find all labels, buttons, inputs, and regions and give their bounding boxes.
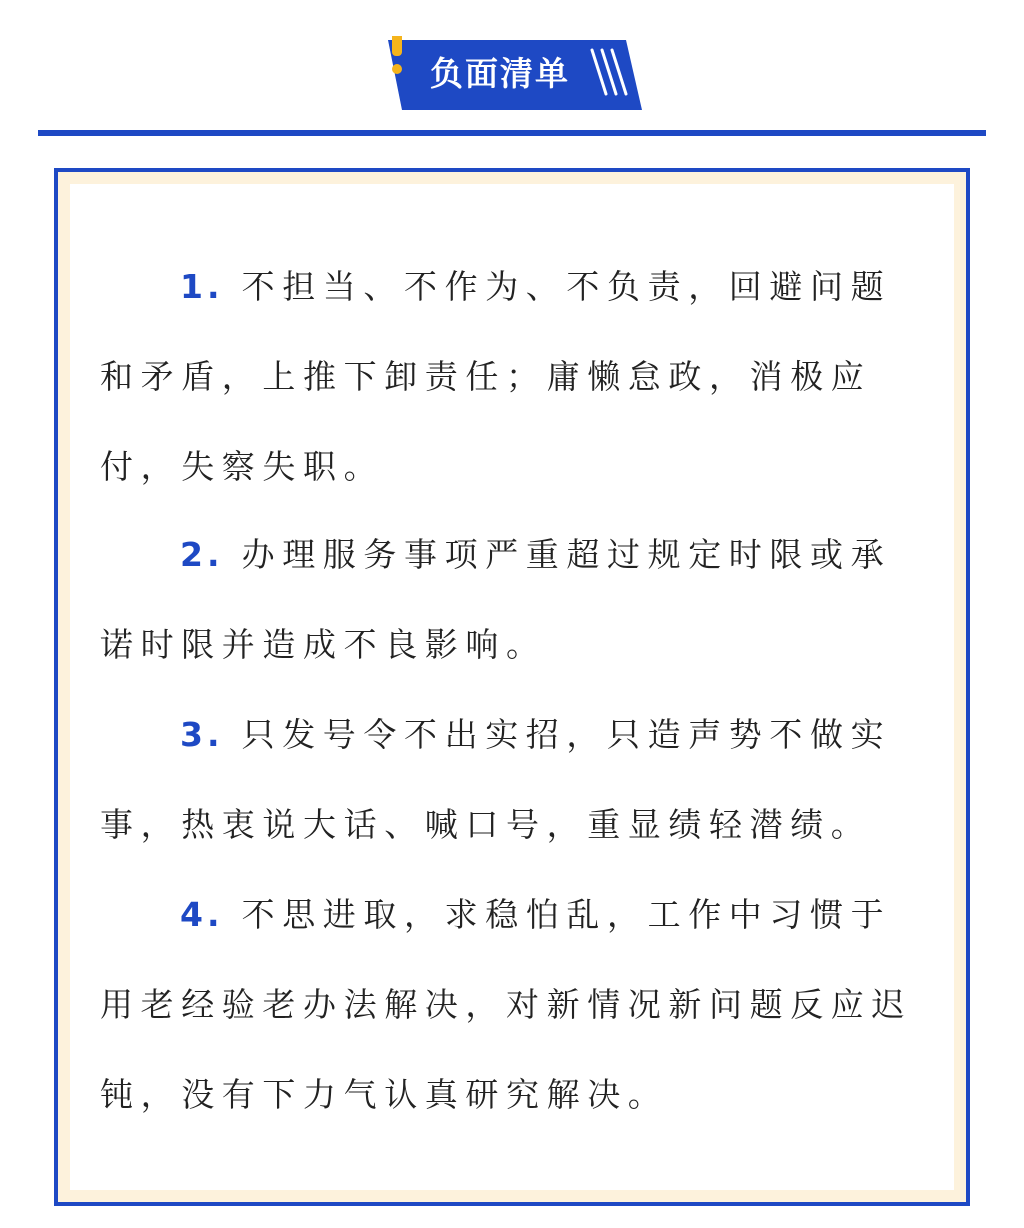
list-item — [100, 870, 922, 1140]
header-banner — [380, 36, 650, 112]
list-item-number: 1. — [180, 267, 224, 306]
list-item-text: 不担当、不作为、不负责，回避问题和矛盾，上推下卸责任；庸懒怠政，消极应付，失察失职。 — [100, 267, 892, 486]
page-title: 负面清单 — [430, 54, 570, 93]
exclamation-icon — [392, 36, 402, 74]
list-item-number: 4. — [180, 895, 224, 934]
list-item-number: 2. — [180, 535, 224, 574]
list-item — [100, 690, 922, 870]
list-item — [100, 242, 922, 512]
list-item-number: 3. — [180, 715, 224, 754]
list-item — [100, 510, 922, 690]
list-item-text: 只发号令不出实招，只造声势不做实事，热衷说大话、喊口号，重显绩轻潜绩。 — [100, 715, 892, 844]
header-divider — [38, 130, 986, 136]
list-item-text: 不思进取，求稳怕乱，工作中习惯于用老经验老办法解决，对新情况新问题反应迟钝，没有下力气认真研究解决。 — [100, 895, 912, 1114]
list-item-text: 办理服务事项严重超过规定时限或承诺时限并造成不良影响。 — [100, 535, 892, 664]
